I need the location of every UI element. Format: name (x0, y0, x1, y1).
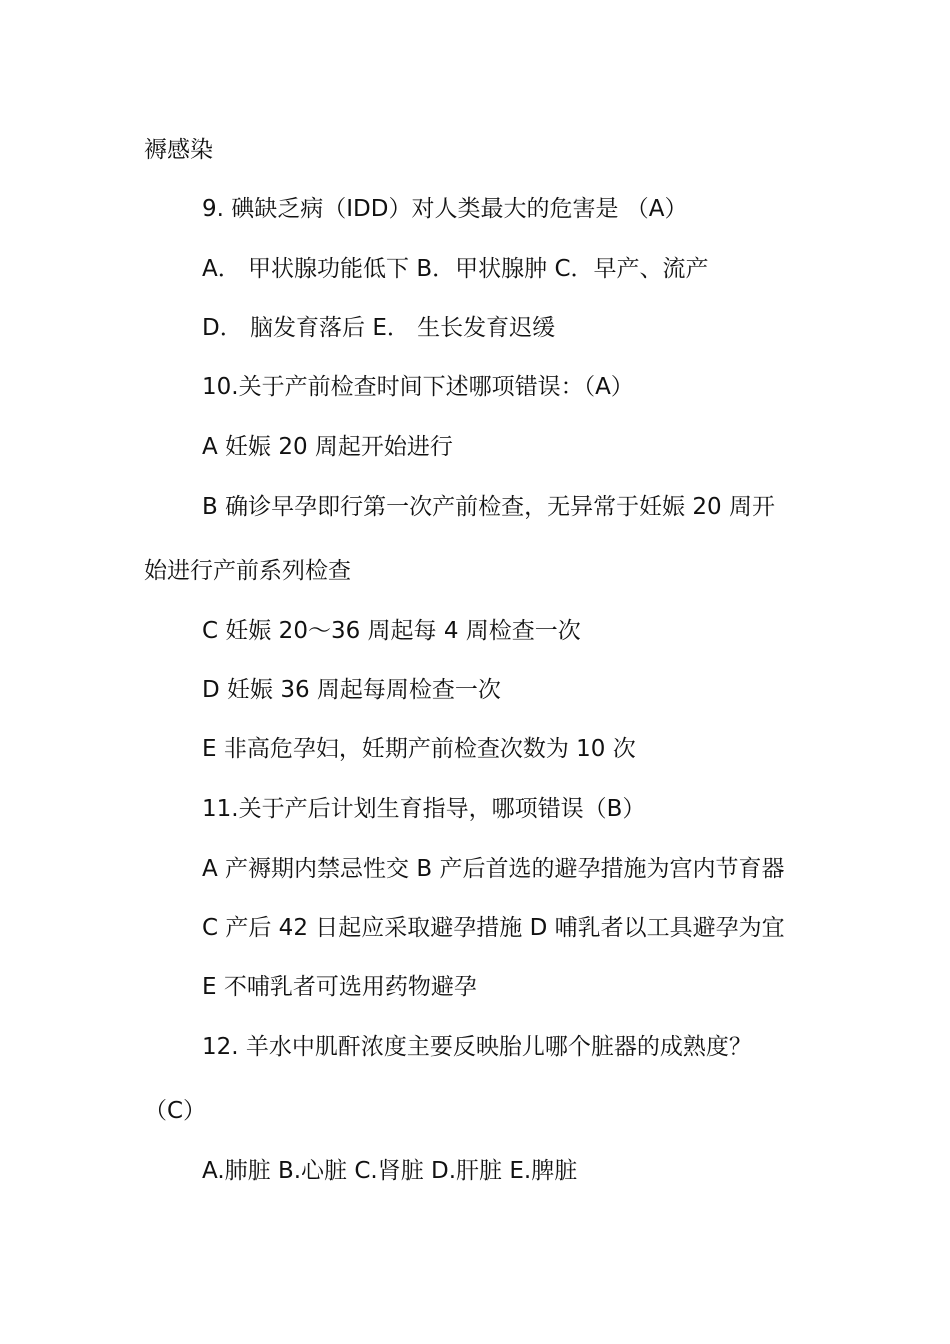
question-9-options-de: D． 脑发育落后 E． 生长发育迟缓 (202, 315, 556, 341)
question-10-option-e: E 非高危孕妇，妊期产前检查次数为 10 次 (202, 736, 636, 762)
question-10-option-d: D 妊娠 36 周起每周检查一次 (202, 677, 501, 703)
question-10: 10.关于产前检查时间下述哪项错误：（A） (202, 374, 634, 400)
question-10-option-c: C 妊娠 20～36 周起每 4 周检查一次 (202, 618, 581, 644)
question-11-options-cd: C 产后 42 日起应采取避孕措施 D 哺乳者以工具避孕为宜 (202, 915, 785, 941)
question-12-answer: （C） (144, 1098, 207, 1124)
question-10-option-b-cont: 始进行产前系列检查 (144, 558, 351, 584)
question-9-options-abc: A． 甲状腺功能低下 B．甲状腺肿 C．早产、流产 (202, 256, 709, 282)
question-11: 11.关于产后计划生育指导，哪项错误（B） (202, 796, 646, 822)
question-10-option-b: B 确诊早孕即行第一次产前检查，无异常于妊娠 20 周开 (202, 494, 775, 520)
question-12-options: A.肺脏 B.心脏 C.肾脏 D.肝脏 E.脾脏 (202, 1158, 578, 1184)
text-line-continuation: 褥感染 (144, 137, 213, 163)
question-9: 9. 碘缺乏病（IDD）对人类最大的危害是 （A） (202, 196, 688, 222)
question-11-option-e: E 不哺乳者可选用药物避孕 (202, 974, 477, 1000)
question-10-option-a: A 妊娠 20 周起开始进行 (202, 434, 453, 460)
question-11-options-ab: A 产褥期内禁忌性交 B 产后首选的避孕措施为宫内节育器 (202, 856, 785, 882)
question-12: 12. 羊水中肌酐浓度主要反映胎儿哪个脏器的成熟度？ (202, 1034, 752, 1060)
